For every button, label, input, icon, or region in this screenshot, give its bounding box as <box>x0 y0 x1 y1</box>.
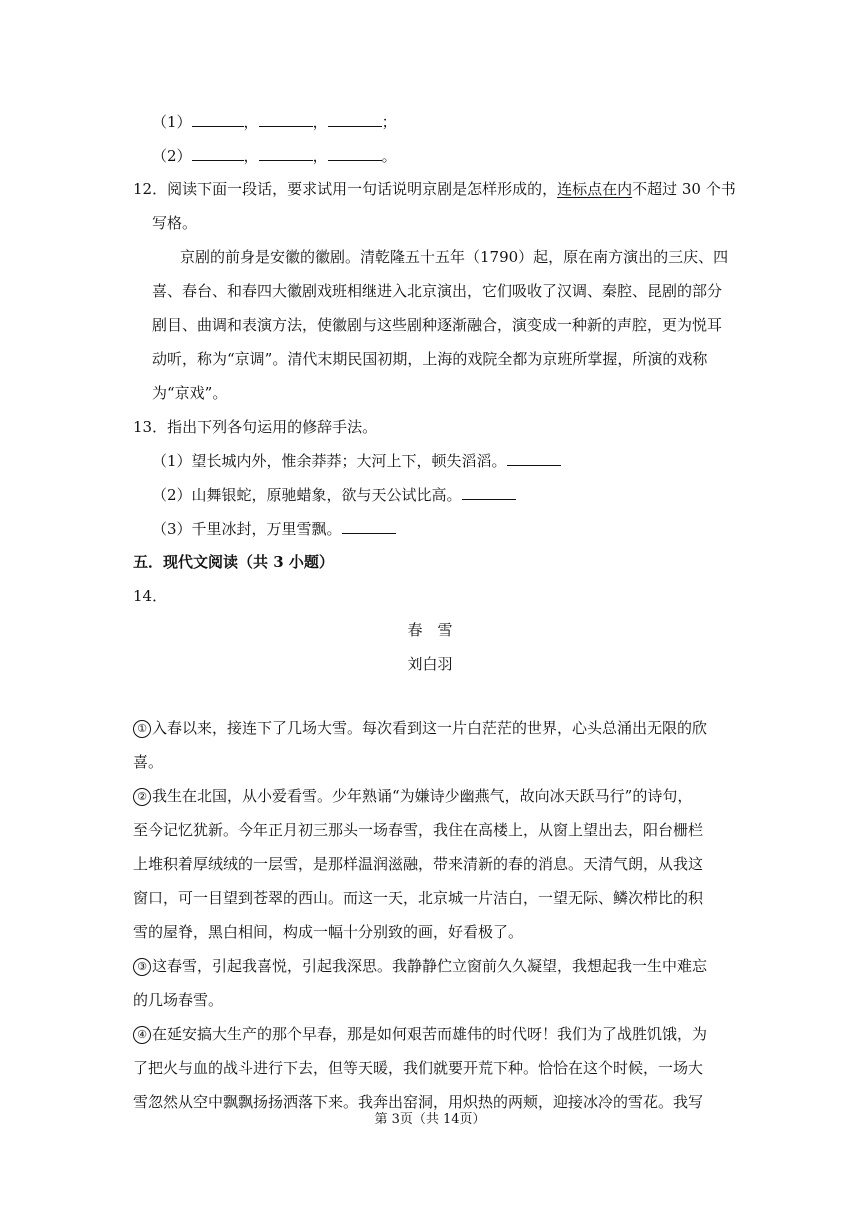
article-paragraph-line: 窗口，可一目望到苍翠的西山。而这一天，北京城一片洁白，一望无际、鳞次栉比的积 <box>133 889 704 907</box>
q12-passage-line: 剧目、曲调和表演方法，使徽剧与这些剧种逐渐融合，演变成一种新的声腔，更为悦耳 <box>152 316 723 334</box>
paragraph-number: ④ <box>133 1026 151 1044</box>
answer-blank[interactable] <box>507 451 561 466</box>
answer-blank[interactable] <box>192 146 244 161</box>
article-paragraph-line: 的几场春雪。 <box>133 991 224 1009</box>
article-paragraph-line: 至今记忆犹新。今年正月初三那头一场春雪，我住在高楼上，从窗上望出去，阳台栅栏 <box>133 821 704 839</box>
q12-passage-line: 为“京戏”。 <box>152 384 228 402</box>
q12-passage-line: 动听，称为“京调”。清代末期民国初期，上海的戏院全都为京班所掌握，所演的戏称 <box>152 350 708 368</box>
q11-answer-line-2: （2） ， ， 。 <box>152 147 397 165</box>
paragraph-number: ③ <box>133 958 151 976</box>
article-paragraph-line: 雪忽然从空中飘飘扬扬洒落下来。我奔出窑洞，用炽热的两颊，迎接冰冷的雪花。我写 <box>133 1093 704 1111</box>
answer-blank[interactable] <box>328 146 382 161</box>
article-paragraph-line: 喜。 <box>133 753 164 771</box>
paragraph-number: ① <box>133 720 151 738</box>
q12-passage-line: 喜、春台、和春四大徽剧戏班相继进入北京演出，它们吸收了汉调、秦腔、昆剧的部分 <box>152 282 723 300</box>
page-footer: 第 3页（共 14页） <box>374 1112 486 1127</box>
answer-blank[interactable] <box>259 112 313 127</box>
answer-blank[interactable] <box>192 112 244 127</box>
article-paragraph-line: ② 我生在北国，从小爱看雪。少年熟诵“为嫌诗少幽燕气，故向冰天跃马行”的诗句， <box>133 786 692 806</box>
q13-item-2: （2）山舞银蛇，原驰蜡象，欲与天公试比高。 <box>152 485 516 505</box>
article-paragraph-line: 了把火与血的战斗进行下去，但等天暖，我们就要开荒下种。恰恰在这个时候，一场大 <box>133 1059 704 1077</box>
article-paragraph-line: ① 入春以来，接连下了几场大雪。每次看到这一片白茫茫的世界，心头总涌出无限的欣 <box>133 718 707 738</box>
section-heading: 五．现代文阅读（共 3 小题） <box>133 553 334 571</box>
article-author: 刘白羽 <box>407 655 453 673</box>
answer-blank[interactable] <box>328 112 382 127</box>
answer-blank[interactable] <box>462 485 516 500</box>
article-paragraph-line: ④ 在延安搞大生产的那个早春，那是如何艰苦而雄伟的时代呀！我们为了战胜饥饿，为 <box>133 1024 707 1044</box>
q12-passage-line: 京剧的前身是安徽的徽剧。清乾隆五十五年（1790）起，原在南方演出的三庆、四 <box>180 248 729 266</box>
article-paragraph-line: ③ 这春雪，引起我喜悦，引起我深思。我静静伫立窗前久久凝望，我想起我一生中难忘 <box>133 956 707 976</box>
answer-blank[interactable] <box>342 519 396 534</box>
q11-answer-line-1: （1） ， ， ； <box>152 113 397 131</box>
q12-stem: 12．阅读下面一段话，要求试用一句话说明京剧是怎样形成的，连标点在内不超过 30 个书 <box>133 180 736 198</box>
paragraph-number: ② <box>133 788 151 806</box>
underlined-phrase: 连标点在内 <box>557 180 633 198</box>
q13-item-1: （1）望长城内外，惟余莽莽；大河上下，顿失滔滔。 <box>152 451 561 471</box>
q12-stem-line-2: 写格。 <box>152 214 198 232</box>
article-paragraph-line: 雪的屋脊，黑白相间，构成一幅十分别致的画，好看极了。 <box>133 923 524 941</box>
article-title: 春 雪 <box>407 621 453 639</box>
q13-item-3: （3）千里冰封，万里雪飘。 <box>152 519 396 539</box>
answer-blank[interactable] <box>259 146 313 161</box>
article-paragraph-line: 上堆积着厚绒绒的一层雪，是那样温润滋融，带来清新的春的消息。天清气朗，从我这 <box>133 855 704 873</box>
q14-number: 14． <box>133 587 168 605</box>
q13-stem: 13．指出下列各句运用的修辞手法。 <box>133 418 378 436</box>
